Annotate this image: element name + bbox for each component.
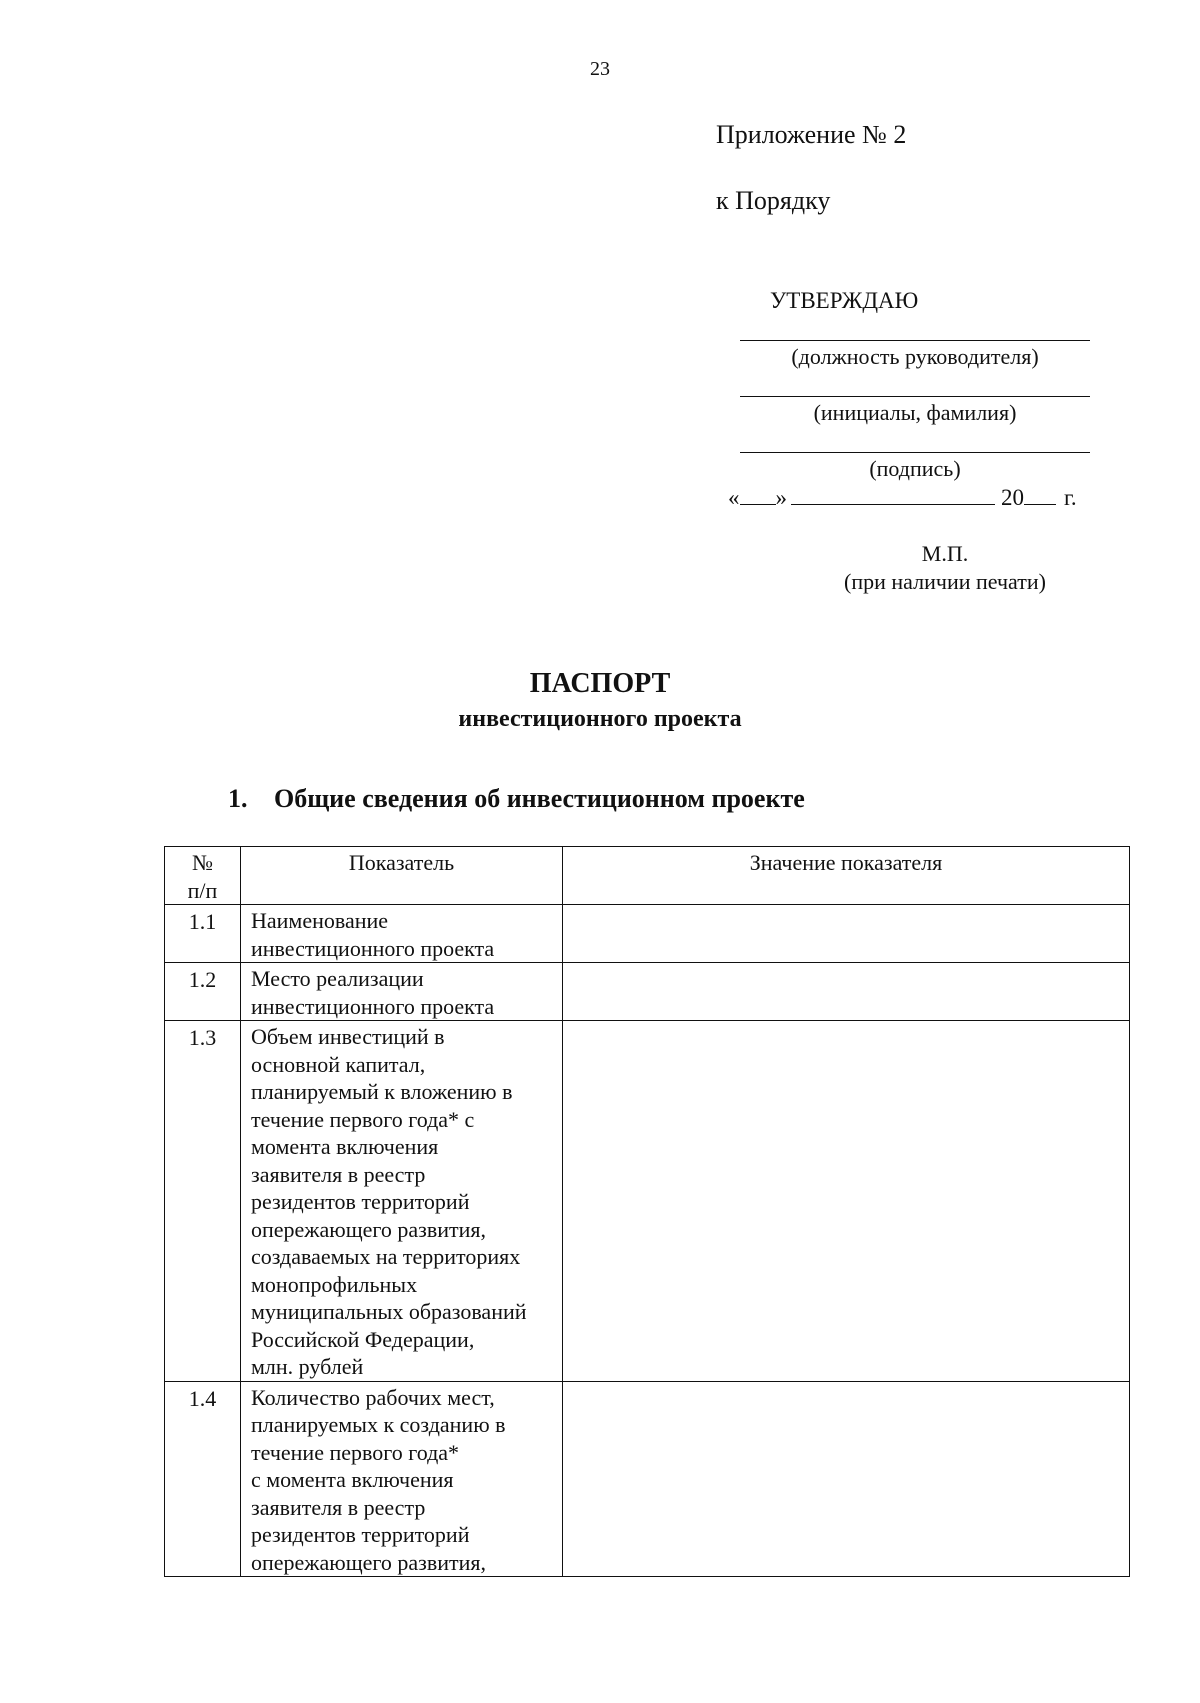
row-number: 1.2 [165, 963, 241, 1021]
section-heading [228, 784, 805, 814]
header-num: № п/п [165, 847, 241, 905]
row-indicator: Место реализации инвестиционного проекта [241, 963, 563, 1021]
year-blank [1024, 484, 1056, 505]
row-value[interactable] [563, 1381, 1130, 1577]
appendix-reference: к Порядку [716, 186, 831, 215]
signature-caption: (подпись) [869, 456, 961, 481]
section-title: Общие сведения об инвестиционном проекте [274, 784, 805, 813]
row-indicator: Объем инвестиций в основной капитал, планируемый к вложению в течение первого года* с момента включения заявителя в реестр резидентов территорий опережающего развития, создаваемых на территориях монопрофильных муниципальных образований Российской Федерации, млн. рублей [241, 1021, 563, 1382]
row-indicator: Количество рабочих мест, планируемых к созданию в течение первого года* с момента включения заявителя в реестр резидентов территорий опережающего развития, [241, 1381, 563, 1577]
position-line [740, 340, 1090, 341]
row-value[interactable] [563, 905, 1130, 963]
stamp-label: М.П. [921, 541, 969, 566]
header-value: Значение показателя [563, 847, 1130, 905]
month-blank [791, 484, 995, 505]
appendix-label: Приложение № 2 [716, 120, 907, 149]
day-blank [740, 484, 776, 505]
document-title: ПАСПОРТ [529, 668, 671, 699]
row-number: 1.4 [165, 1381, 241, 1577]
table-row [165, 1021, 1130, 1382]
year-prefix: 20 [1001, 485, 1024, 510]
document-subtitle: инвестиционного проекта [458, 706, 742, 732]
approval-label: УТВЕРЖДАЮ [770, 288, 919, 313]
year-suffix: г. [1064, 485, 1077, 510]
position-caption: (должность руководителя) [791, 344, 1039, 369]
table-row [165, 1381, 1130, 1577]
header-indicator: Показатель [241, 847, 563, 905]
row-number: 1.3 [165, 1021, 241, 1382]
table-header-row [165, 847, 1130, 905]
row-value[interactable] [563, 1021, 1130, 1382]
section-number: 1. [228, 784, 248, 813]
stamp-note: (при наличии печати) [844, 569, 1046, 594]
approval-date-line [728, 484, 1077, 511]
row-indicator: Наименование инвестиционного проекта [241, 905, 563, 963]
table-row [165, 905, 1130, 963]
name-caption: (инициалы, фамилия) [813, 400, 1017, 425]
stamp-block [800, 540, 1090, 596]
passport-table [164, 846, 1130, 1577]
table-row [165, 963, 1130, 1021]
name-line [740, 396, 1090, 397]
date-close-quote: » [775, 485, 787, 510]
row-number: 1.1 [165, 905, 241, 963]
date-open-quote: « [728, 485, 740, 510]
signature-line [740, 452, 1090, 453]
row-value[interactable] [563, 963, 1130, 1021]
page-number: 23 [590, 58, 610, 80]
